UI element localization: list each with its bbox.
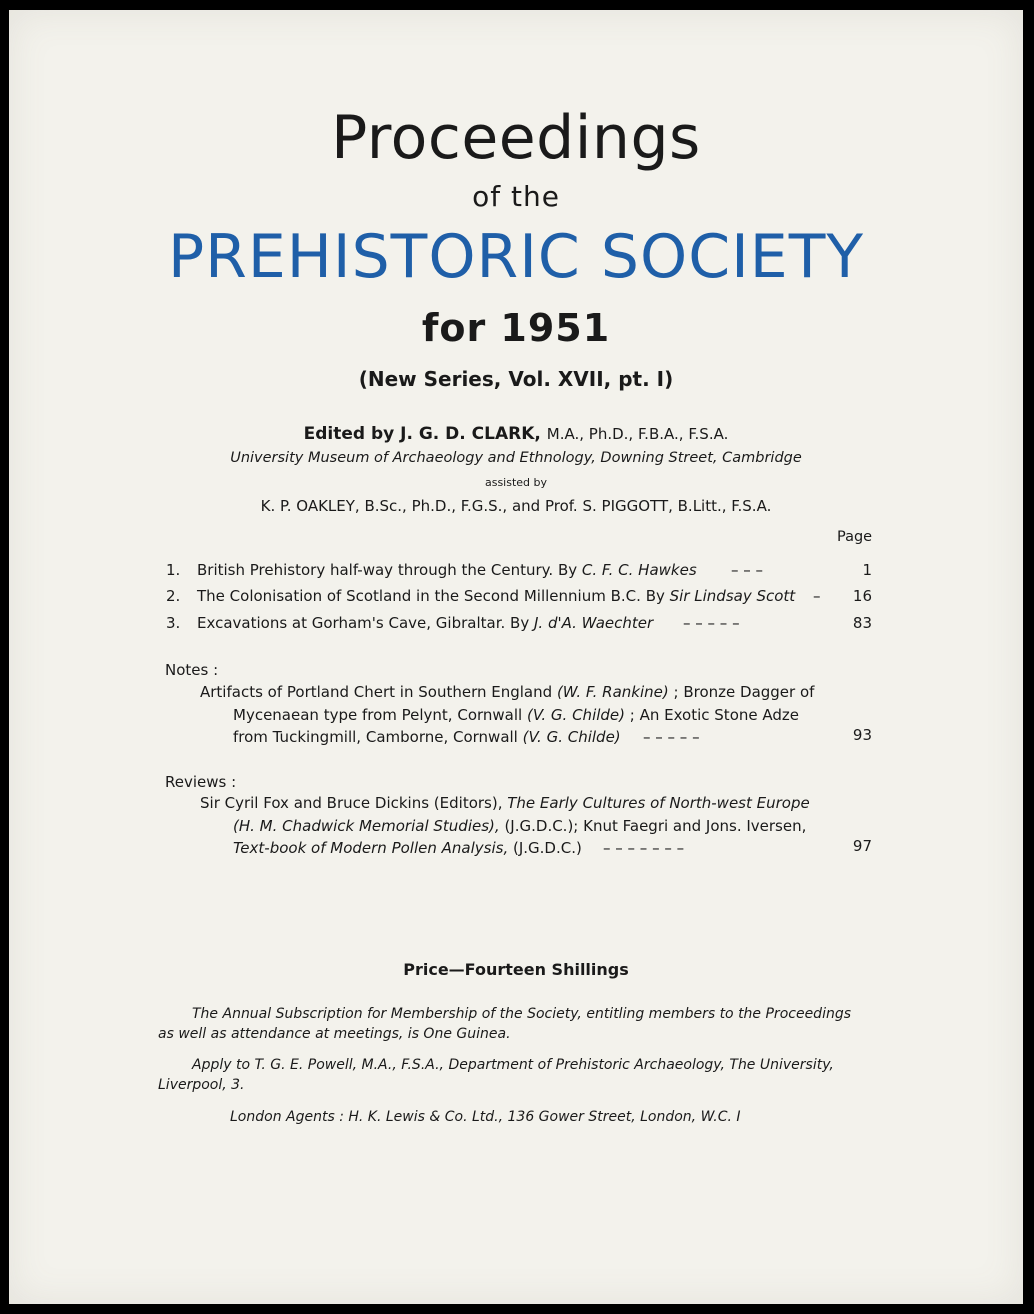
article-title: British Prehistory half-way through the Century. — [197, 561, 554, 579]
leader-dashes: – – – – – – – — [603, 839, 685, 857]
article-author: Sir Lindsay Scott — [669, 587, 796, 605]
reviews-heading: Reviews : — [165, 773, 237, 791]
editor-affiliation: University Museum of Archaeology and Ethnology, Downing Street, Cambridge — [230, 450, 802, 466]
apply-text: Apply to T. G. E. Powell, M.A., F.S.A., Department of Prehistoric Archaeology, The University, — [192, 1057, 834, 1073]
article-entry — [197, 587, 795, 605]
article-author: J. d'A. Waechter — [534, 614, 654, 632]
london-agents: London Agents : H. K. Lewis & Co. Ltd., 136 Gower Street, London, W.C. I — [230, 1109, 741, 1125]
article-number: 1. — [166, 561, 181, 579]
price-line: Price—Fourteen Shillings — [403, 960, 629, 979]
reviews-book-title: Text-book of Modern Pollen Analysis, — [233, 839, 509, 857]
article-by: By — [557, 561, 578, 579]
notes-heading: Notes : — [165, 661, 219, 679]
reviews-line — [233, 817, 806, 835]
assistant-editors: K. P. OAKLEY, B.Sc., Ph.D., F.G.S., and Prof. S. PIGGOTT, B.Litt., F.S.A. — [260, 497, 772, 515]
notes-line — [200, 683, 814, 701]
leader-dashes: – — [813, 587, 821, 605]
article-page: 1 — [862, 561, 872, 579]
leader-dashes: – – – – – — [643, 728, 700, 746]
subscription-text: The Annual Subscription for Membership of the Society, entitling members to the Proceedings — [192, 1006, 852, 1022]
editor-line — [9, 424, 1023, 444]
reviews-line — [200, 794, 810, 812]
notes-author: (V. G. Childe) — [527, 706, 626, 724]
notes-text: ; Bronze Dagger of — [673, 683, 815, 701]
editor-qualifications: M.A., Ph.D., F.B.A., F.S.A. — [546, 425, 729, 443]
notes-line — [233, 706, 799, 724]
apply-text: Liverpool, 3. — [158, 1077, 245, 1093]
notes-page: 93 — [852, 726, 872, 744]
reviews-page: 97 — [852, 837, 872, 855]
article-entry — [197, 561, 697, 579]
reviews-text: Sir Cyril Fox and Bruce Dickins (Editors), — [200, 794, 503, 812]
title-of-the: of the — [472, 180, 560, 213]
article-page: 83 — [852, 614, 872, 632]
notes-author: (V. G. Childe) — [522, 728, 621, 746]
volume-year: for 1951 — [421, 306, 611, 350]
notes-line — [233, 728, 621, 746]
article-by: By — [510, 614, 530, 632]
series-info: (New Series, Vol. XVII, pt. I) — [358, 367, 674, 391]
society-name: PREHISTORIC SOCIETY — [167, 222, 865, 292]
leader-dashes: – – – — [731, 561, 764, 579]
page-column-heading: Page — [837, 529, 873, 545]
article-title: Excavations at Gorham's Cave, Gibraltar. — [197, 614, 506, 632]
journal-cover — [9, 10, 1023, 1304]
reviews-book-title: (H. M. Chadwick Memorial Studies), — [233, 817, 500, 835]
article-title: The Colonisation of Scotland in the Second Millennium B.C. — [197, 587, 641, 605]
article-number: 2. — [166, 587, 181, 605]
article-author: C. F. C. Hawkes — [581, 561, 697, 579]
reviews-line — [233, 839, 582, 857]
notes-text: ; An Exotic Stone Adze — [629, 706, 799, 724]
article-page: 16 — [852, 587, 872, 605]
leader-dashes: – – – – – — [683, 614, 740, 632]
article-entry — [197, 614, 653, 632]
subscription-text: as well as attendance at meetings, is One Guinea. — [158, 1026, 511, 1042]
notes-text: Artifacts of Portland Chert in Southern England — [200, 683, 553, 701]
notes-author: (W. F. Rankine) — [556, 683, 669, 701]
article-by: By — [645, 587, 665, 605]
reviews-text: (J.G.D.C.) — [513, 839, 582, 857]
editor-name: Edited by J. G. D. CLARK, — [303, 424, 541, 444]
notes-text: Mycenaean type from Pelynt, Cornwall — [233, 706, 523, 724]
reviews-text: (J.G.D.C.); Knut Faegri and Jons. Iversen, — [504, 817, 807, 835]
notes-text: from Tuckingmill, Camborne, Cornwall — [233, 728, 518, 746]
reviews-book-title: The Early Cultures of North-west Europe — [507, 794, 810, 812]
journal-title: Proceedings — [331, 103, 701, 173]
assisted-by-label: assisted by — [484, 476, 548, 489]
article-number: 3. — [166, 614, 181, 632]
